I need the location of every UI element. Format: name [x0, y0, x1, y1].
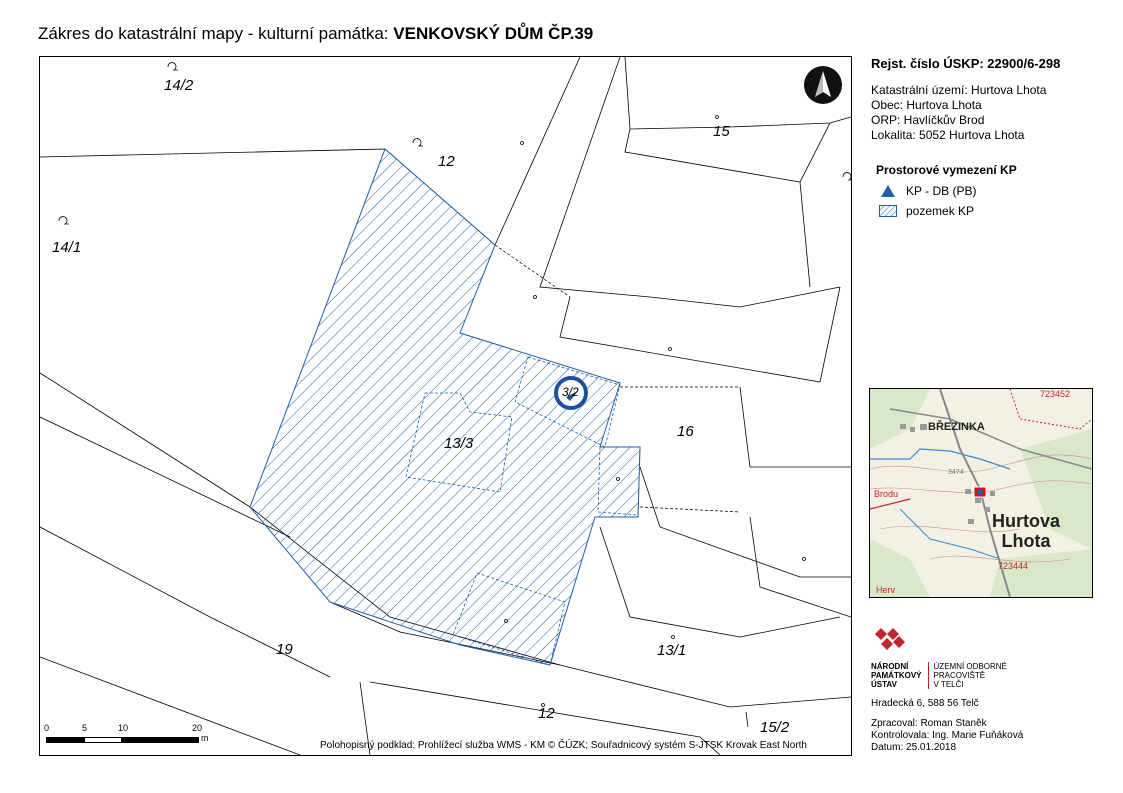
scale-unit: m — [201, 733, 209, 743]
label-road-number: 3474 — [948, 469, 964, 476]
village-hurtova-lhota — [992, 511, 1060, 551]
protected-parcel[interactable] — [250, 149, 640, 665]
institution-name-line3: ÚSTAV — [871, 680, 897, 689]
institution-dept-line1: ÚZEMNÍ ODBORNÉ — [933, 662, 1007, 671]
legend-label-monument: KP - DB (PB) — [906, 184, 977, 198]
code-bottom: 723444 — [998, 561, 1029, 571]
title-prefix: Zákres do katastrální mapy - kulturní památka: — [38, 24, 394, 43]
legend-item-parcel — [878, 202, 1101, 220]
institution-name — [871, 662, 922, 689]
village-brezinka: BŘEZINKA — [928, 421, 985, 433]
checked-by: Kontrolovala: Ing. Marie Fuňáková — [871, 730, 1024, 741]
scale-5: 5 — [82, 723, 88, 733]
scale-20: 20 — [192, 723, 203, 733]
credits — [871, 718, 1023, 754]
parcel-label-15-2: 15/2 — [760, 719, 790, 736]
cadastral-map[interactable] — [39, 56, 852, 756]
parcel-label-16: 16 — [677, 423, 694, 440]
legend-title: Prostorové vymezení KP — [876, 163, 1017, 177]
info-panel — [871, 56, 1101, 222]
legend-item-monument — [878, 182, 1101, 200]
institution-name-line2: PAMÁTKOVÝ — [871, 671, 922, 680]
parcel-label-19: 19 — [276, 641, 293, 658]
scale-bar — [44, 723, 214, 751]
cadastral-area: Katastrální území: Hurtova Lhota — [871, 83, 1047, 97]
prepared-by: Zpracoval: Roman Staněk — [871, 718, 987, 729]
hatch-swatch-icon — [878, 204, 898, 218]
npu-logo-icon — [871, 628, 911, 658]
scale-0: 0 — [44, 723, 50, 733]
code-top: 723452 — [1040, 389, 1071, 399]
label-herv: Herv — [876, 585, 896, 595]
label-brodu: Brodu — [874, 489, 899, 499]
orp: ORP: Havlíčkův Brod — [871, 113, 985, 127]
institution-department — [928, 662, 1007, 689]
parcel-label-13-1: 13/1 — [657, 642, 687, 659]
source-note: Polohopisný podklad: Prohlížecí služba WMS - KM © ČÚZK; Souřadnicový systém S-JTSK Krovak East North — [320, 740, 807, 751]
registration-number: Rejst. číslo ÚSKP: 22900/6-298 — [871, 56, 1061, 71]
parcel-label-14-1: 14/1 — [52, 239, 82, 256]
scale-10: 10 — [118, 723, 129, 733]
institution-dept-line3: V TELČI — [933, 680, 964, 689]
triangle-icon — [878, 184, 898, 198]
date: Datum: 25.01.2018 — [871, 742, 957, 753]
village-hurtova-line1: Hurtova — [992, 511, 1061, 531]
parcel-label-15: 15 — [713, 123, 730, 140]
institution-address: Hradecká 6, 588 56 Telč — [871, 698, 979, 709]
parcel-label-13-3: 13/3 — [444, 435, 474, 452]
village-hurtova-line2: Lhota — [1001, 531, 1051, 551]
legend-label-parcel: pozemek KP — [906, 204, 975, 218]
parcel-label-12-top: 12 — [438, 153, 455, 170]
parcel-label-3-2: 3/2 — [562, 385, 579, 399]
locality: Lokalita: 5052 Hurtova Lhota — [871, 128, 1025, 142]
title-monument-name: VENKOVSKÝ DŮM ČP.39 — [393, 24, 594, 43]
north-arrow-icon — [803, 65, 843, 110]
institution-name-line1: NÁRODNÍ — [871, 662, 909, 671]
municipality: Obec: Hurtova Lhota — [871, 98, 982, 112]
map-title — [38, 24, 593, 44]
location-map[interactable] — [869, 388, 1093, 598]
institution-logo — [871, 628, 1101, 689]
parcel-label-12-bottom: 12 — [538, 705, 555, 722]
parcel-label-14-2: 14/2 — [164, 77, 194, 94]
institution-dept-line2: PRACOVIŠTĚ — [933, 671, 986, 680]
